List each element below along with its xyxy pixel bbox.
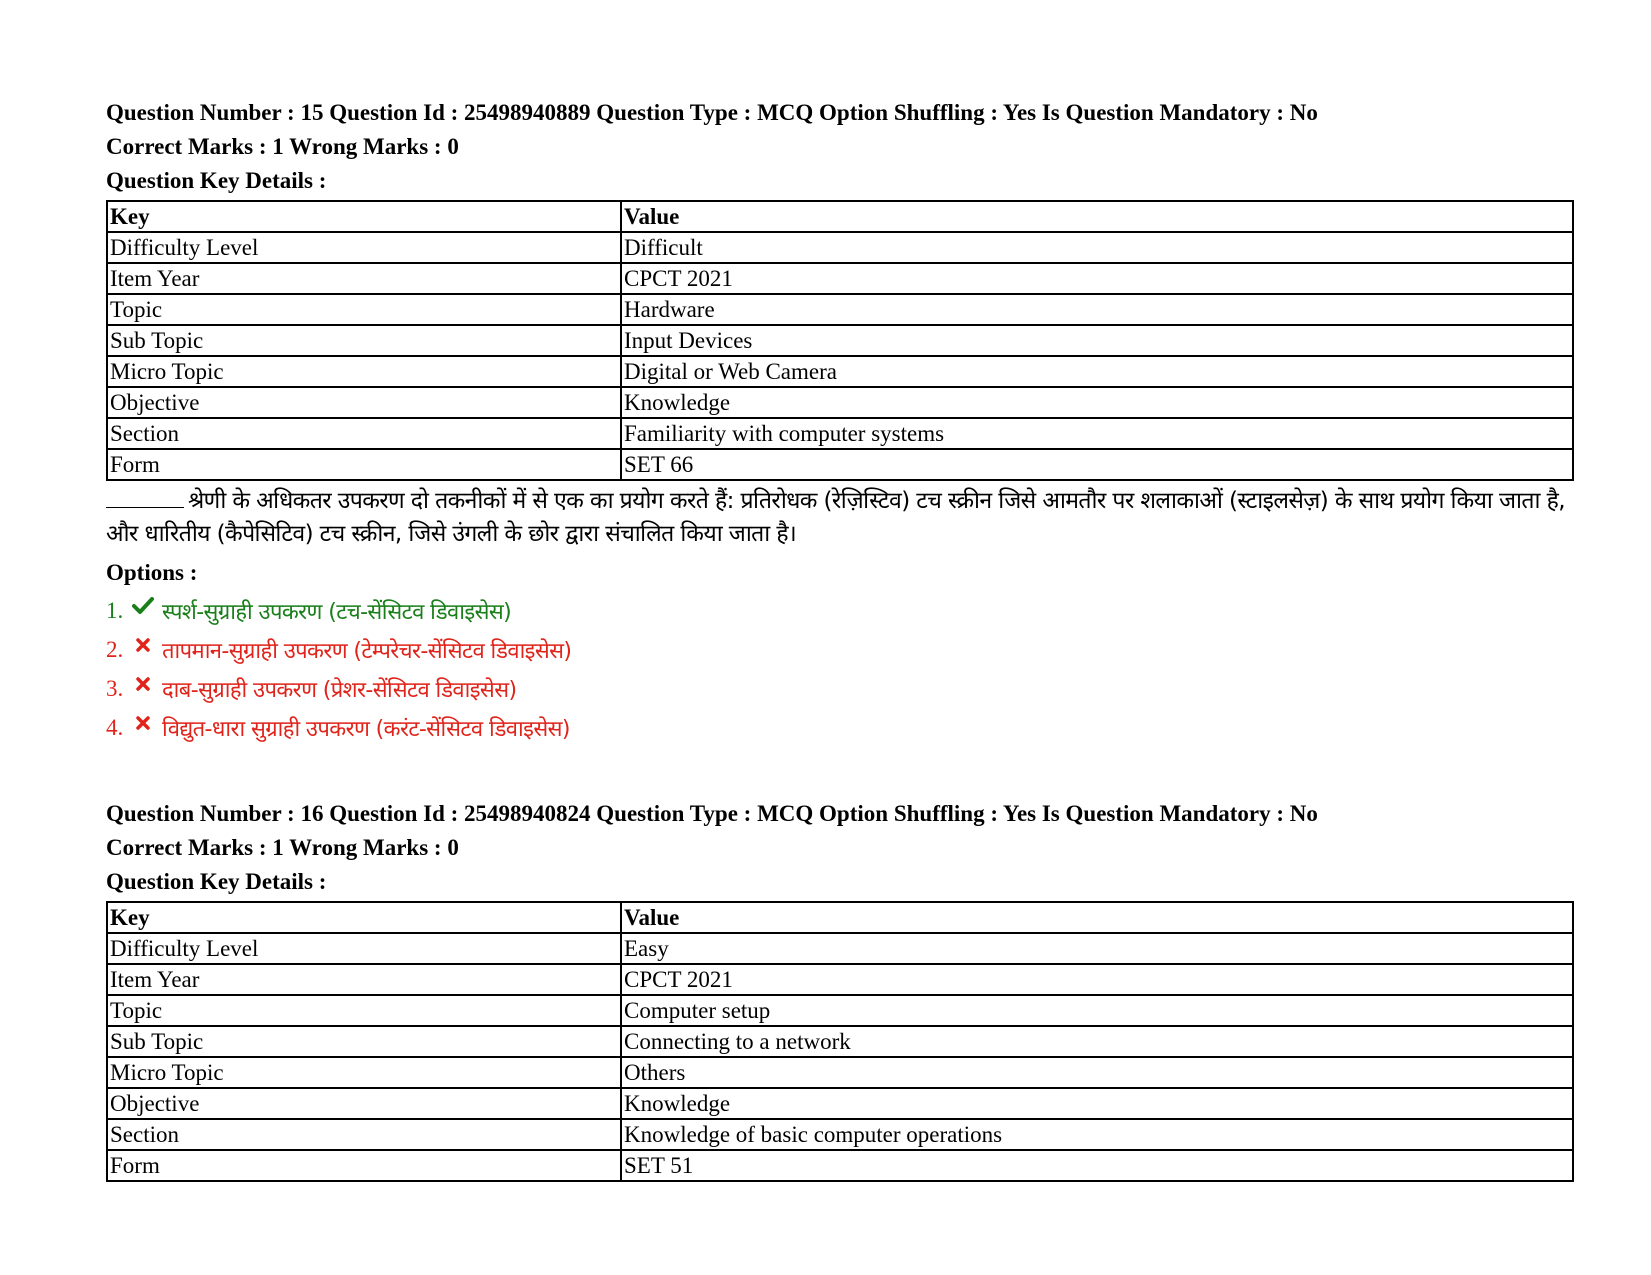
table-cell-value: SET 51 — [621, 1150, 1573, 1181]
fill-in-blank — [106, 487, 184, 508]
table-row — [107, 263, 1573, 294]
table-cell-value: Others — [621, 1057, 1573, 1088]
table-cell-key: Sub Topic — [107, 1026, 621, 1057]
key-details-table — [106, 901, 1574, 1182]
table-cell-key: Form — [107, 449, 621, 480]
table-header-key: Key — [107, 201, 621, 232]
table-header-row — [107, 902, 1573, 933]
table-cell-value: Computer setup — [621, 995, 1573, 1026]
table-cell-key: Objective — [107, 387, 621, 418]
table-cell-key: Item Year — [107, 263, 621, 294]
table-cell-value: Easy — [621, 933, 1573, 964]
document-page — [106, 96, 1574, 1182]
table-cell-value: CPCT 2021 — [621, 964, 1573, 995]
option-number: 1. — [106, 597, 124, 623]
table-cell-key: Section — [107, 418, 621, 449]
marks-line: Correct Marks : 1 Wrong Marks : 0 — [106, 835, 459, 860]
table-header-key: Key — [107, 902, 621, 933]
question-block-16 — [106, 797, 1574, 1182]
option-text: स्पर्श-सुग्राही उपकरण (टच-सेंसिटव डिवाइसेस) — [162, 599, 512, 625]
options-label: Options : — [106, 560, 198, 585]
table-cell-value: Connecting to a network — [621, 1026, 1573, 1057]
table-row — [107, 387, 1573, 418]
table-row — [107, 294, 1573, 325]
option-number: 3. — [106, 675, 124, 701]
table-row — [107, 325, 1573, 356]
table-cell-key: Item Year — [107, 964, 621, 995]
option-text: विद्युत-धारा सुग्राही उपकरण (करंट-सेंसिटव डिवाइसेस) — [162, 716, 570, 742]
table-cell-key: Sub Topic — [107, 325, 621, 356]
table-row — [107, 1088, 1573, 1119]
table-cell-key: Difficulty Level — [107, 933, 621, 964]
table-cell-value: Knowledge — [621, 387, 1573, 418]
table-row — [107, 995, 1573, 1026]
table-row — [107, 232, 1573, 263]
key-details-table — [106, 200, 1574, 481]
table-cell-value: Knowledge of basic computer operations — [621, 1119, 1573, 1150]
table-header-value: Value — [621, 902, 1573, 933]
table-row — [107, 1150, 1573, 1181]
question-block-15 — [106, 96, 1574, 747]
table-cell-value: CPCT 2021 — [621, 263, 1573, 294]
table-row — [107, 1119, 1573, 1150]
option-3 — [106, 669, 1574, 708]
table-cell-value: Hardware — [621, 294, 1573, 325]
table-cell-key: Difficulty Level — [107, 232, 621, 263]
table-cell-key: Form — [107, 1150, 621, 1181]
option-number: 2. — [106, 636, 124, 662]
option-2 — [106, 630, 1574, 669]
table-row — [107, 449, 1573, 480]
question-header: Question Number : 16 Question Id : 25498940824 Question Type : MCQ Option Shuffling : Yes Is Question Mandatory : No — [106, 801, 1318, 826]
option-number: 4. — [106, 714, 124, 740]
option-text: तापमान-सुग्राही उपकरण (टेम्परेचर-सेंसिटव डिवाइसेस) — [162, 638, 572, 664]
table-cell-key: Topic — [107, 995, 621, 1026]
question-text-body: श्रेणी के अधिकतर उपकरण दो तकनीकों में से एक का प्रयोग करते हैं: प्रतिरोधक (रेज़िस्टिव) टच स्क्रीन जिसे आमतौर पर शलाकाओं (स्टाइलसेज़) के साथ प्रयोग किया जाता है, और धारितीय (कैपेसिटिव) टच स्क्रीन, जिसे उंगली के छोर द्वारा संचालित किया जाता है। — [106, 488, 1565, 547]
table-cell-value: Knowledge — [621, 1088, 1573, 1119]
table-row — [107, 1057, 1573, 1088]
table-cell-value: Difficult — [621, 232, 1573, 263]
table-cell-key: Objective — [107, 1088, 621, 1119]
check-icon — [130, 597, 156, 615]
table-row — [107, 356, 1573, 387]
table-cell-value: SET 66 — [621, 449, 1573, 480]
table-row — [107, 1026, 1573, 1057]
table-row — [107, 964, 1573, 995]
table-row — [107, 933, 1573, 964]
table-header-value: Value — [621, 201, 1573, 232]
table-cell-key: Section — [107, 1119, 621, 1150]
table-row — [107, 418, 1573, 449]
table-cell-key: Topic — [107, 294, 621, 325]
spacer — [106, 747, 1574, 797]
question-header: Question Number : 15 Question Id : 25498940889 Question Type : MCQ Option Shuffling : Yes Is Question Mandatory : No — [106, 100, 1318, 125]
table-cell-key: Micro Topic — [107, 356, 621, 387]
question-text — [106, 485, 1574, 551]
table-cell-value: Digital or Web Camera — [621, 356, 1573, 387]
table-cell-value: Input Devices — [621, 325, 1573, 356]
cross-icon — [130, 676, 156, 692]
key-details-label: Question Key Details : — [106, 168, 327, 193]
option-text: दाब-सुग्राही उपकरण (प्रेशर-सेंसिटव डिवाइसेस) — [162, 677, 517, 703]
table-header-row — [107, 201, 1573, 232]
cross-icon — [130, 715, 156, 731]
marks-line: Correct Marks : 1 Wrong Marks : 0 — [106, 134, 459, 159]
key-details-label: Question Key Details : — [106, 869, 327, 894]
option-1 — [106, 591, 1574, 630]
option-4 — [106, 708, 1574, 747]
table-cell-key: Micro Topic — [107, 1057, 621, 1088]
table-cell-value: Familiarity with computer systems — [621, 418, 1573, 449]
cross-icon — [130, 637, 156, 653]
